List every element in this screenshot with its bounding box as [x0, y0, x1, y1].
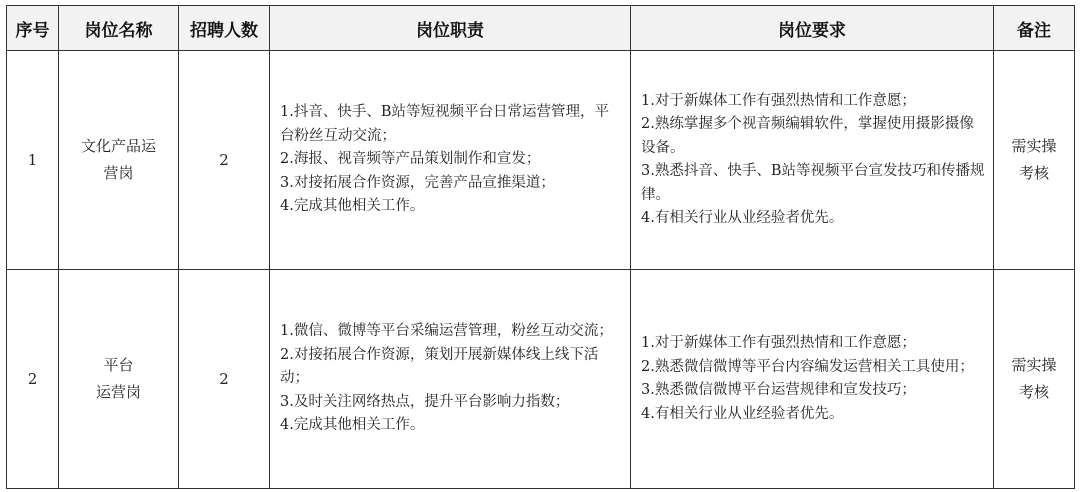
cell-duties — [270, 51, 631, 270]
header-duties: 岗位职责 — [270, 6, 631, 51]
note-line: 需实操 — [1011, 356, 1057, 374]
cell-serial: 2 — [7, 270, 59, 489]
duty-item: 2.对接拓展合作资源，策划开展新媒体线上线下活动； — [280, 346, 599, 387]
table-header-row — [7, 6, 1075, 51]
cell-requirements — [631, 270, 994, 489]
table-row — [7, 270, 1075, 489]
requirement-item: 3.熟悉抖音、快手、B站等视频平台宣发技巧和传播规律。 — [641, 163, 985, 203]
cell-headcount: 2 — [179, 51, 270, 270]
table-row — [7, 51, 1075, 270]
header-headcount: 招聘人数 — [179, 6, 270, 51]
note-line: 考核 — [1018, 164, 1049, 182]
requirement-item: 4.有相关行业从业经验者优先。 — [641, 210, 844, 226]
position-name-line: 平台 — [103, 356, 134, 374]
requirement-item: 3.熟悉微信微博平台运营规律和宣发技巧； — [641, 382, 916, 398]
cell-requirements — [631, 51, 994, 270]
duty-item: 3.对接拓展合作资源，完善产品宣推渠道； — [280, 174, 555, 191]
requirement-item: 4.有相关行业从业经验者优先。 — [641, 405, 844, 422]
duty-item: 4.完成其他相关工作。 — [280, 417, 425, 434]
header-serial: 序号 — [7, 6, 59, 51]
header-notes: 备注 — [994, 6, 1075, 51]
requirement-item: 1.对于新媒体工作有强烈热情和工作意愿； — [641, 335, 916, 351]
duty-item: 4.完成其他相关工作。 — [280, 198, 425, 215]
cell-position-name — [59, 51, 179, 270]
cell-notes — [994, 51, 1075, 270]
header-requirements: 岗位要求 — [631, 6, 994, 51]
recruitment-table — [6, 5, 1075, 489]
duty-item: 1.抖音、快手、B站等短视频平台日常运营管理，平台粉丝互动交流； — [280, 104, 609, 144]
duty-item: 2.海报、视音频等产品策划制作和宣发； — [280, 151, 541, 168]
position-name-line: 营岗 — [103, 164, 134, 182]
duty-item: 3.及时关注网络热点，提升平台影响力指数； — [280, 393, 570, 410]
note-line: 考核 — [1018, 383, 1049, 401]
cell-duties — [270, 270, 631, 489]
requirement-item: 2.熟悉微信微博等平台内容编发运营相关工具使用； — [641, 358, 974, 375]
header-position-name: 岗位名称 — [59, 6, 179, 51]
position-name-line: 运营岗 — [95, 383, 141, 401]
cell-headcount: 2 — [179, 270, 270, 489]
note-line: 需实操 — [1011, 137, 1057, 155]
duty-item: 1.微信、微博等平台采编运营管理，粉丝互动交流； — [280, 323, 613, 340]
cell-position-name — [59, 270, 179, 489]
cell-serial: 1 — [7, 51, 59, 270]
cell-notes — [994, 270, 1075, 489]
requirement-item: 2.熟练掌握多个视音频编辑软件，掌握使用摄影摄像设备。 — [641, 116, 974, 156]
requirement-item: 1.对于新媒体工作有强烈热情和工作意愿； — [641, 92, 916, 109]
position-name-line: 文化产品运 — [80, 137, 156, 155]
